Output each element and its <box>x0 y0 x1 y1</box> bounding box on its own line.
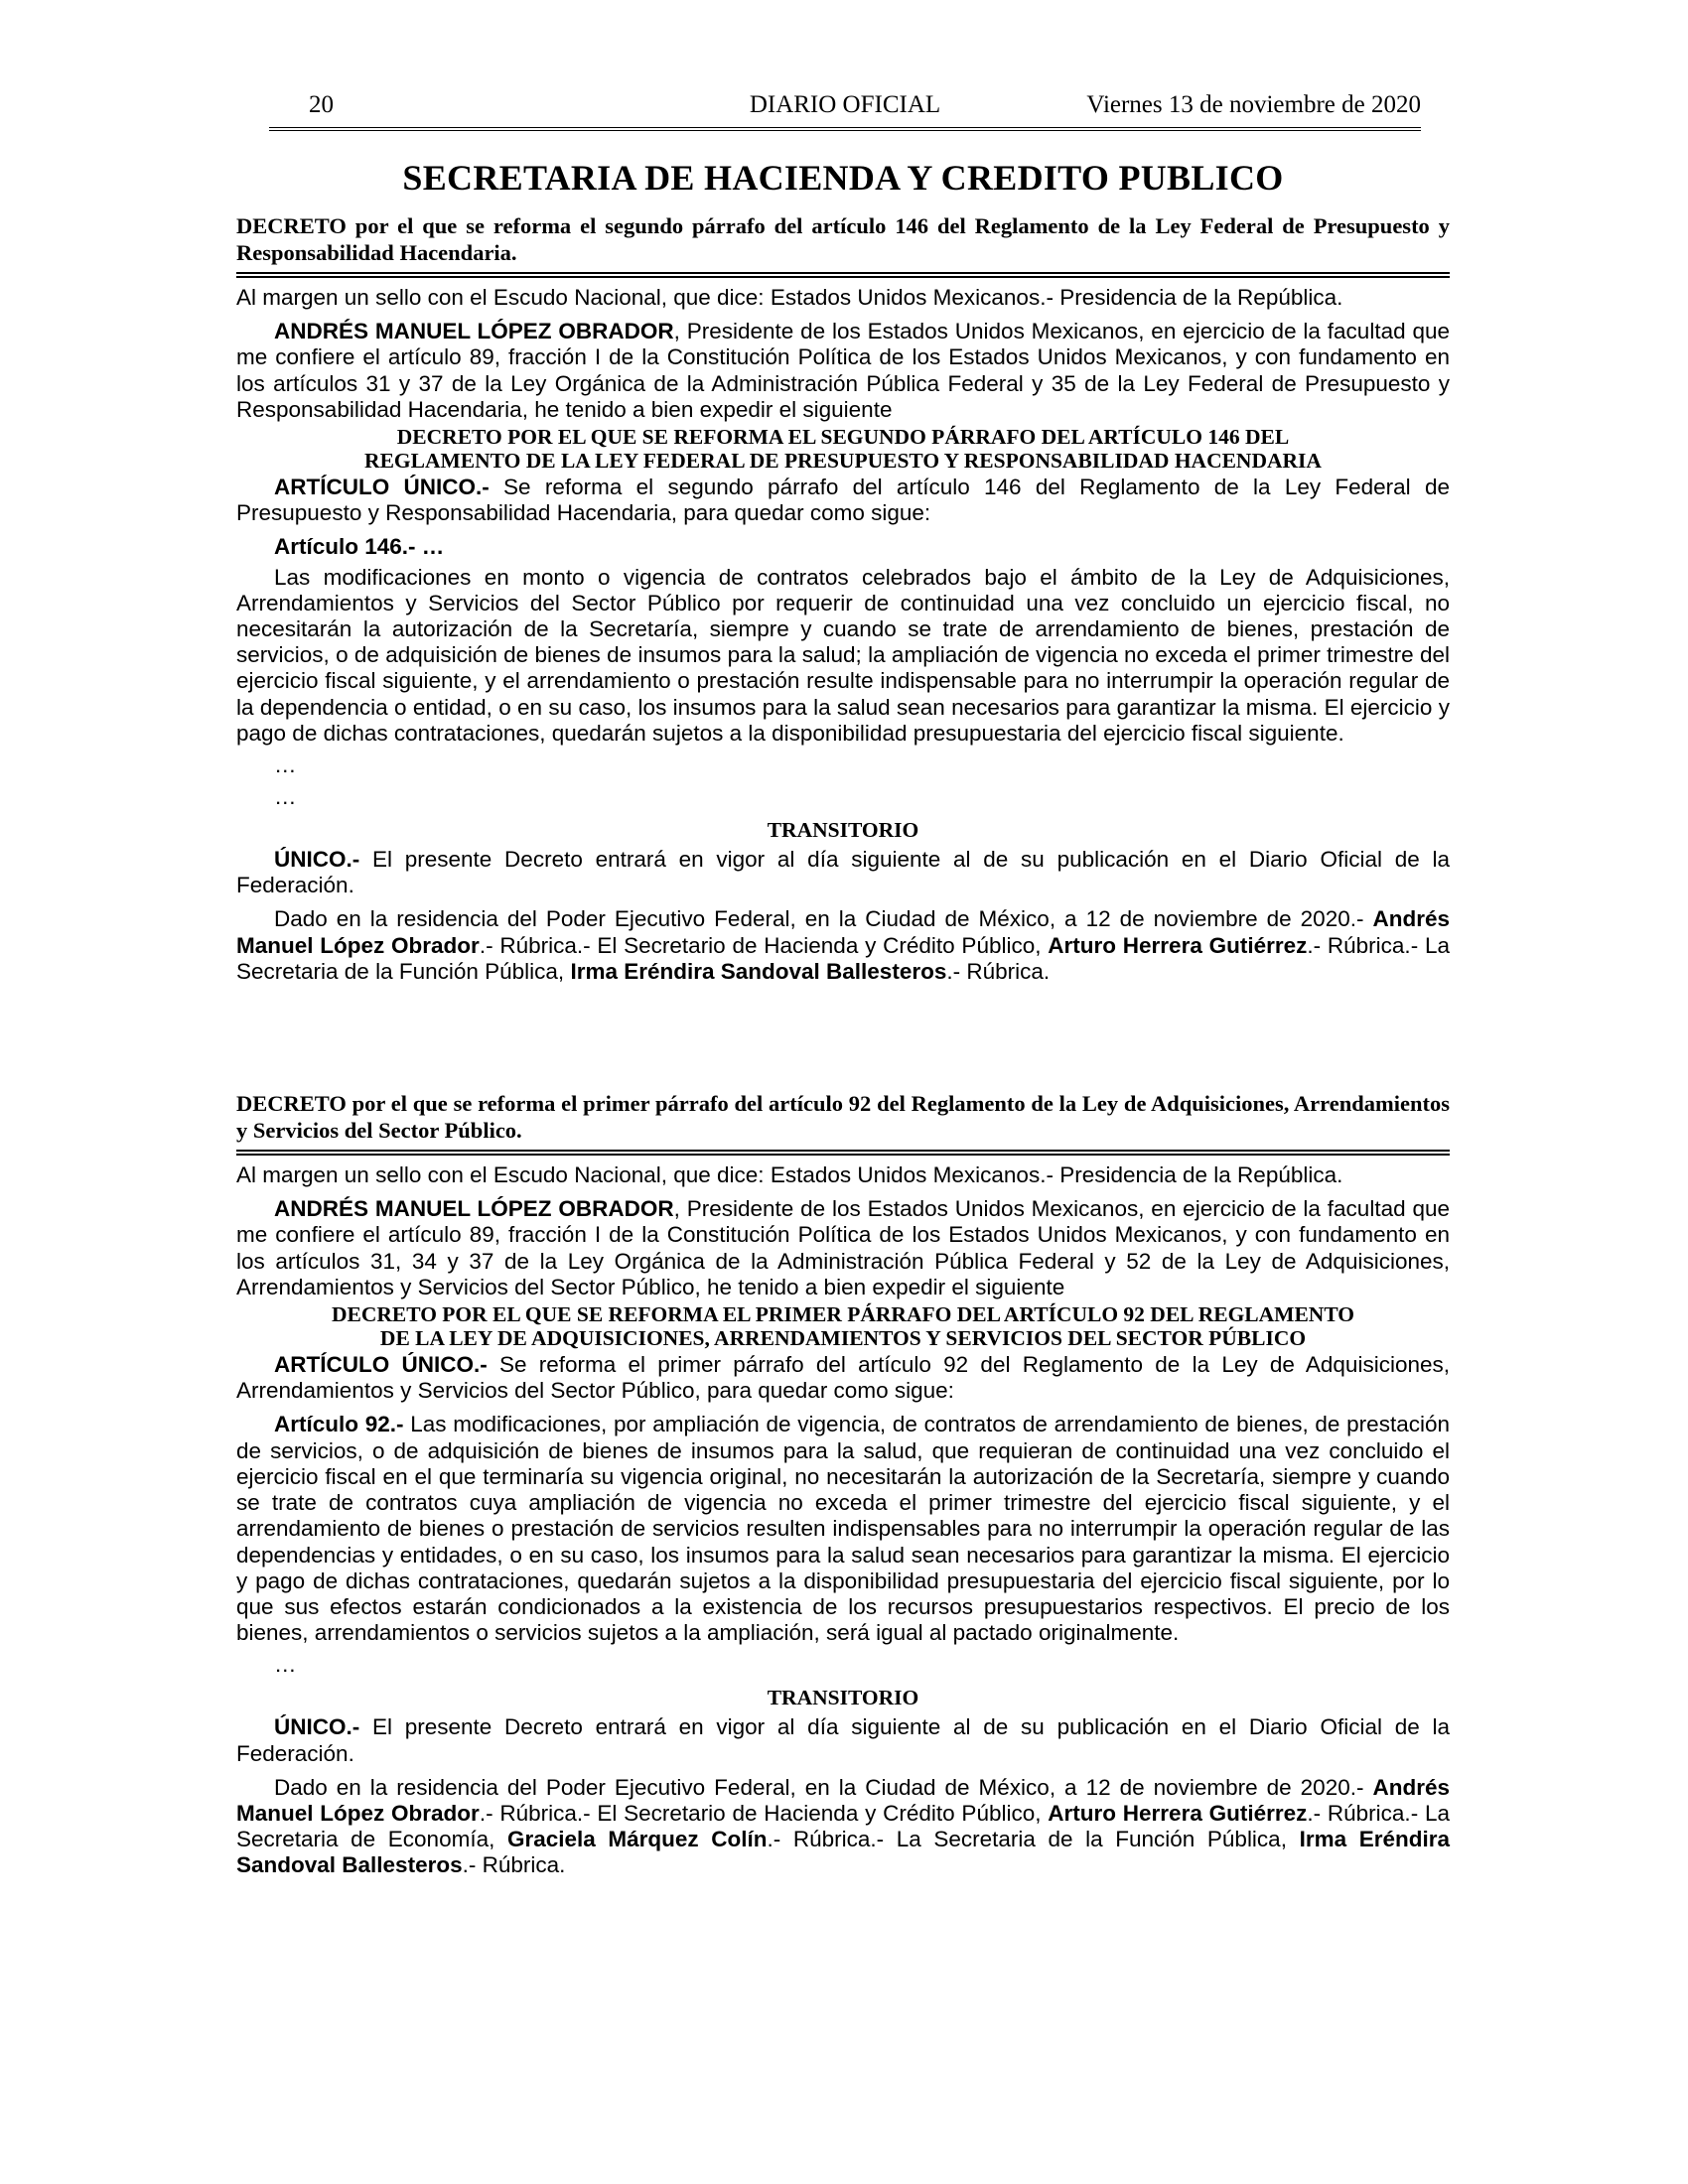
decree-1-ellipsis-1: … <box>274 752 297 778</box>
decree-1-transitorio: ÚNICO.- El presente Decreto entrará en vigor al día siguiente al de su publicación en el Diario Oficial de la Federación. <box>236 847 1450 898</box>
publication-date: Viernes 13 de noviembre de 2020 <box>1086 91 1421 118</box>
running-header <box>269 91 1421 131</box>
decree-1-transitorio-heading: TRANSITORIO <box>767 818 919 843</box>
decree-1-article-label: Artículo 146.- … <box>274 534 445 560</box>
decree-1-article-text: Las modificaciones en monto o vigencia de contratos celebrados bajo el ámbito de la Ley de Adquisiciones, Arrendamientos y Servicios del Sector Público por requerir de continuidad una vez concluido un ejercicio fiscal, no necesitarán la autorización de la Secretaría, siempre y cuando se trate de arrendamiento de bienes, prestación de servicios, o de adquisición de bienes de insumos para la salud; la ampliación de vigencia no exceda el primer trimestre del ejercicio fiscal siguiente, y el arrendamiento o prestación resulte indispensable para no interrumpir la operación regular de la dependencia o entidad, o en su caso, los insumos para la salud sean necesarios para garantizar la misma. El ejercicio y pago de dichas contrataciones, quedarán sujetos a la disponibilidad presupuestaria del ejercicio fiscal siguiente. <box>236 564 1450 746</box>
decree-2-margin-note: Al margen un sello con el Escudo Nacional, que dice: Estados Unidos Mexicanos.- Presidencia de la República. <box>236 1162 1343 1188</box>
decree-2-article-unico: ARTÍCULO ÚNICO.- Se reforma el primer párrafo del artículo 92 del Reglamento de la Ley de Adquisiciones, Arrendamientos y Servicios del Sector Público, para quedar como sigue: <box>236 1352 1450 1404</box>
decree-1-heading: DECRETO POR EL QUE SE REFORMA EL SEGUNDO PÁRRAFO DEL ARTÍCULO 146 DEL REGLAMENTO DE LA LEY FEDERAL DE PRESUPUESTO Y RESPONSABILIDAD HACENDARIA <box>364 425 1322 474</box>
publication-name: DIARIO OFICIAL <box>749 91 941 118</box>
decree-1-ellipsis-2: … <box>274 784 297 810</box>
document-page <box>236 91 1450 1887</box>
page-number: 20 <box>309 91 334 118</box>
decree-2-title: DECRETO por el que se reforma el primer párrafo del artículo 92 del Reglamento de la Ley de Adquisiciones, Arrendamientos y Servicios del Sector Público. <box>236 1090 1450 1156</box>
decree-2-preamble: ANDRÉS MANUEL LÓPEZ OBRADOR, Presidente de los Estados Unidos Mexicanos, en ejercicio de la facultad que me confiere el artículo 89, fracción I de la Constitución Política de los Estados Unidos Mexicanos, y con fundamento en los artículos 31, 34 y 37 de la Ley Orgánica de la Administración Pública Federal y 52 de la Ley de Adquisiciones, Arrendamientos y Servicios del Sector Público, he tenido a bien expedir el siguiente <box>236 1196 1450 1299</box>
decree-2-transitorio: ÚNICO.- El presente Decreto entrará en vigor al día siguiente al de su publicación en el Diario Oficial de la Federación. <box>236 1714 1450 1766</box>
decree-1-margin-note: Al margen un sello con el Escudo Nacional, que dice: Estados Unidos Mexicanos.- Presidencia de la República. <box>236 285 1343 310</box>
decree-1-preamble: ANDRÉS MANUEL LÓPEZ OBRADOR, Presidente de los Estados Unidos Mexicanos, en ejercicio de la facultad que me confiere el artículo 89, fracción I de la Constitución Política de los Estados Unidos Mexicanos, y con fundamento en los artículos 31 y 37 de la Ley Orgánica de la Administración Pública Federal y 35 de la Ley Federal de Presupuesto y Responsabilidad Hacendaria, he tenido a bien expedir el siguiente <box>236 319 1450 422</box>
decree-2-article-text: Artículo 92.- Las modificaciones, por ampliación de vigencia, de contratos de arrendamiento de bienes, de prestación de servicios, o de adquisición de bienes de insumos para la salud, que requieran de continuidad una vez concluido el ejercicio fiscal en el que terminaría su vigencia original, no necesitarán la autorización de la Secretaría, siempre y cuando se trate de contratos cuya ampliación de vigencia no exceda el primer trimestre del ejercicio fiscal siguiente, y el arrendamiento de bienes o prestación de servicios resulten indispensables para no interrumpir la operación regular de las dependencias y entidades, o en su caso, los insumos para la salud sean necesarios para garantizar la misma. El ejercicio y pago de dichas contrataciones, quedarán sujetos a la disponibilidad presupuestaria del ejercicio fiscal siguiente, por lo que sus efectos estarán condicionados a la existencia de los recursos presupuestarios respectivos. El precio de los bienes, arrendamientos o servicios sujetos a la ampliación, será igual al pactado originalmente. <box>236 1412 1450 1646</box>
decree-2-heading: DECRETO POR EL QUE SE REFORMA EL PRIMER PÁRRAFO DEL ARTÍCULO 92 DEL REGLAMENTO DE LA LEY DE ADQUISICIONES, ARRENDAMIENTOS Y SERVICIOS DEL SECTOR PÚBLICO <box>331 1302 1354 1351</box>
decree-2-ellipsis-1: … <box>274 1652 297 1678</box>
decree-1-signatures: Dado en la residencia del Poder Ejecutivo Federal, en la Ciudad de México, a 12 de noviembre de 2020.- Andrés Manuel López Obrador.- Rúbrica.- El Secretario de Hacienda y Crédito Público, Arturo Herrera Gutiérrez.- Rúbrica.- La Secretaria de la Función Pública, Irma Eréndira Sandoval Ballesteros.- Rúbrica. <box>236 906 1450 984</box>
section-title: SECRETARIA DE HACIENDA Y CREDITO PUBLICO <box>402 158 1284 198</box>
decree-2-signatures: Dado en la residencia del Poder Ejecutivo Federal, en la Ciudad de México, a 12 de noviembre de 2020.- Andrés Manuel López Obrador.- Rúbrica.- El Secretario de Hacienda y Crédito Público, Arturo Herrera Gutiérrez.- Rúbrica.- La Secretaria de Economía, Graciela Márquez Colín.- Rúbrica.- La Secretaria de la Función Pública, Irma Eréndira Sandoval Ballesteros.- Rúbrica. <box>236 1774 1450 1878</box>
decree-2-transitorio-heading: TRANSITORIO <box>767 1686 919 1710</box>
decree-1-title: DECRETO por el que se reforma el segundo párrafo del artículo 146 del Reglamento de la Ley Federal de Presupuesto y Responsabilidad Hacendaria. <box>236 212 1450 278</box>
decree-1-article-unico: ARTÍCULO ÚNICO.- Se reforma el segundo párrafo del artículo 146 del Reglamento de la Ley Federal de Presupuesto y Responsabilidad Hacendaria, para quedar como sigue: <box>236 475 1450 526</box>
